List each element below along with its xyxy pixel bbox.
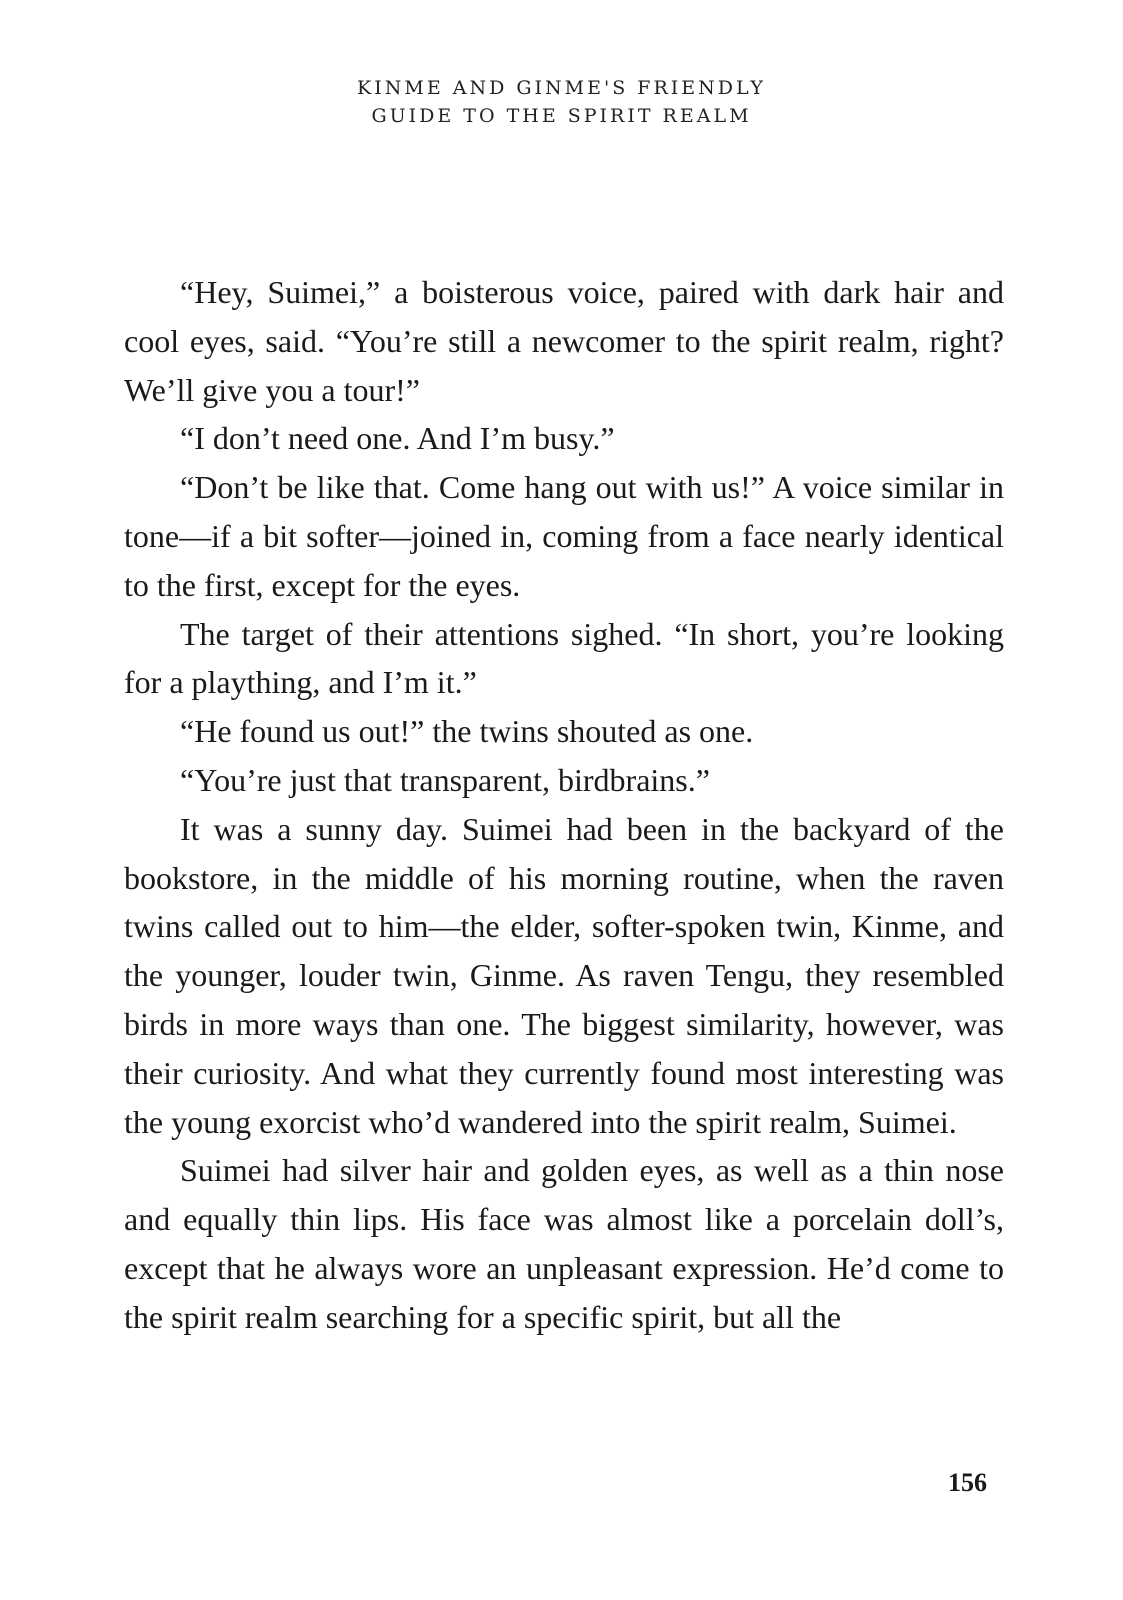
running-head-line-2: GUIDE TO THE SPIRIT REALM <box>371 105 752 127</box>
paragraph: “Hey, Suimei,” a boisterous voice, paired with dark hair and cool eyes, said. “You’re still a newcomer to the spirit realm, right? We’ll give you a tour!” <box>124 274 1004 408</box>
page-number: 156 <box>948 1468 987 1497</box>
running-head-line-1: KINME AND GINME'S FRIENDLY <box>357 77 766 99</box>
body-text <box>124 268 1004 1342</box>
paragraph: “He found us out!” the twins shouted as one. <box>180 713 754 750</box>
paragraph: The target of their attentions sighed. “In short, you’re looking for a plaything, and I’m it.” <box>124 615 1004 701</box>
running-head <box>0 74 1123 130</box>
paragraph: Suimei had silver hair and golden eyes, as well as a thin nose and equally thin lips. His face was almost like a porcelain doll’s, except that he always wore an unpleasant expression. He’d come to the spirit realm searching for a specific spirit, but all the <box>124 1152 1004 1335</box>
paragraph: “You’re just that transparent, birdbrains.” <box>180 761 710 798</box>
paragraph: “I don’t need one. And I’m busy.” <box>180 420 615 457</box>
paragraph: “Don’t be like that. Come hang out with us!” A voice similar in tone—if a bit softer—joined in, coming from a face nearly identical to the first, except for the eyes. <box>124 469 1004 603</box>
paragraph: It was a sunny day. Suimei had been in the backyard of the bookstore, in the middle of his morning routine, when the raven twins called out to him—the elder, softer-spoken twin, Kinme, and the younger, louder twin, Ginme. As raven Tengu, they resembled birds in more ways than one. The biggest similarity, however, was their curiosity. And what they currently found most interesting was the young exorcist who’d wandered into the spirit realm, Suimei. <box>124 810 1004 1140</box>
